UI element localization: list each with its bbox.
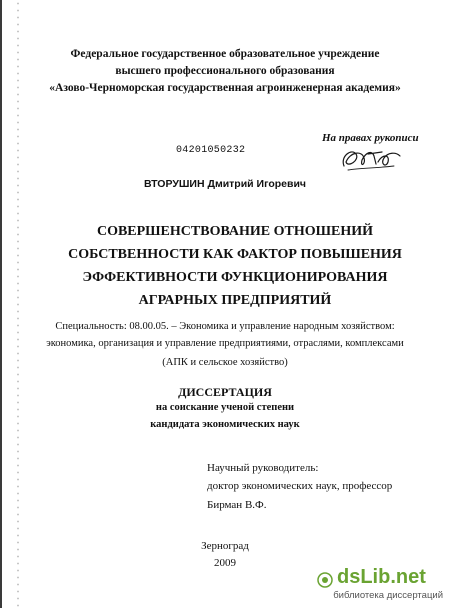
watermark-logo-main: dsLib xyxy=(337,566,391,588)
dissertation-title-line-3: ЭФФЕКТИВНОСТИ ФУНКЦИОНИРОВАНИЯ xyxy=(82,270,388,285)
dissertation-title-line-1: СОВЕРШЕНСТВОВАНИЕ ОТНОШЕНИЙ xyxy=(96,224,374,239)
institution-line-1: Федеральное государственное образовательное учреждение xyxy=(70,48,380,60)
manuscript-rights-label: На правах рукописи xyxy=(322,132,419,144)
specialty-line-3: (АПК и сельское хозяйство) xyxy=(162,357,288,368)
author-name: ВТОРУШИН Дмитрий Игоревич xyxy=(143,178,307,190)
watermark-logo-icon xyxy=(317,572,333,588)
site-watermark xyxy=(311,566,443,604)
dissertation-title-line-4: АГРАРНЫХ ПРЕДПРИЯТИЙ xyxy=(138,293,332,308)
supervisor-name: Бирман В.Ф. xyxy=(207,499,267,511)
year: 2009 xyxy=(214,557,236,569)
institution-line-3: «Азово-Черноморская государственная агроинженерная академия» xyxy=(49,82,401,94)
specialty-line-2: экономика, организация и управление предприятиями, отраслями, комплексами xyxy=(46,338,404,349)
document-code: 04201050232 xyxy=(176,145,246,156)
city: Зерноград xyxy=(201,540,249,552)
watermark-subtitle: библиотека диссертаций xyxy=(333,590,443,601)
degree-line-2: кандидата экономических наук xyxy=(150,419,300,430)
institution-line-2: высшего профессионального образования xyxy=(115,65,335,77)
watermark-logo-domain: .net xyxy=(390,566,426,588)
degree-line-1: на соискание ученой степени xyxy=(155,402,295,413)
handwritten-signature xyxy=(338,144,404,174)
watermark-logo xyxy=(337,566,426,589)
supervisor-label: Научный руководитель: xyxy=(207,462,319,474)
supervisor-degree: доктор экономических наук, профессор xyxy=(207,480,393,492)
dissertation-title-line-2: СОБСТВЕННОСТИ КАК ФАКТОР ПОВЫШЕНИЯ xyxy=(68,247,402,262)
dissertation-label: ДИССЕРТАЦИЯ xyxy=(178,385,272,399)
specialty-line-1: Специальность: 08.00.05. – Экономика и управление народным хозяйством: xyxy=(55,321,395,332)
